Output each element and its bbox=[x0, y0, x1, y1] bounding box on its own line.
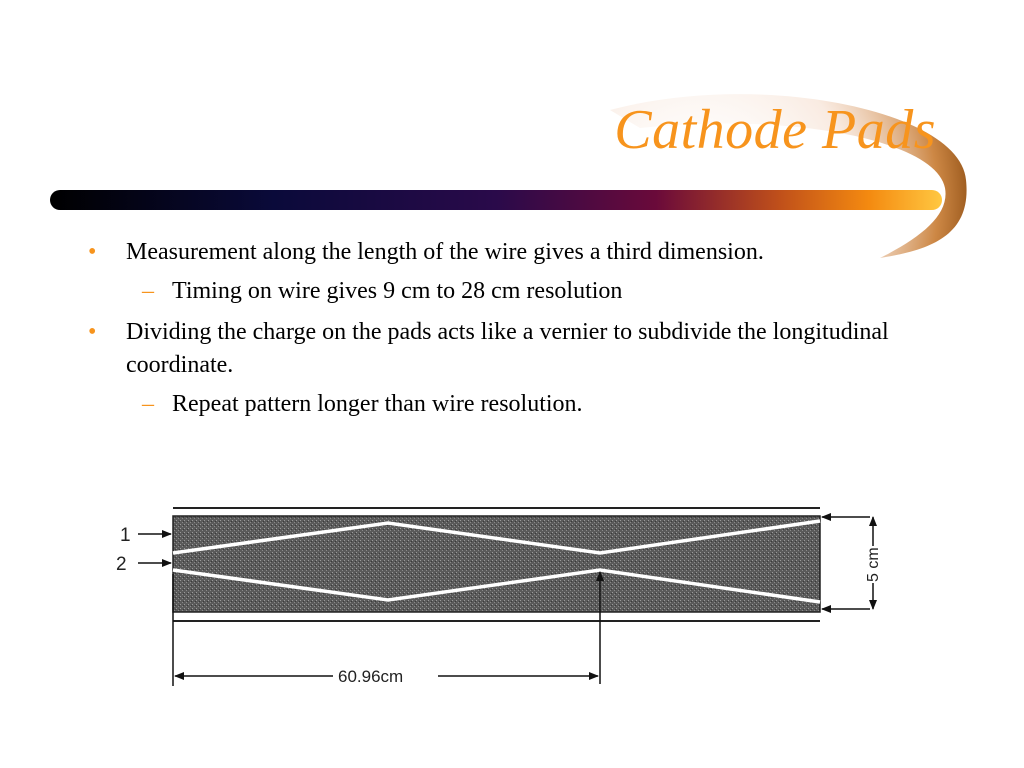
bullet-list bbox=[86, 236, 906, 421]
bullet-text: Dividing the charge on the pads acts like a vernier to subdivide the longitudinal coordinate. bbox=[126, 319, 889, 378]
bullet-text: Measurement along the length of the wire gives a third dimension. bbox=[126, 239, 764, 265]
length-label: 60.96cm bbox=[338, 667, 404, 686]
sub-bullet-text: Timing on wire gives 9 cm to 28 cm resolution bbox=[172, 278, 623, 304]
bullet-item bbox=[86, 316, 906, 382]
sub-bullet-text: Repeat pattern longer than wire resolution. bbox=[172, 391, 583, 417]
sub-bullet-item bbox=[86, 275, 906, 308]
bullet-marker: • bbox=[88, 239, 97, 265]
pad-1-label: 1 bbox=[120, 525, 131, 546]
sub-bullet-item bbox=[86, 388, 906, 421]
bullet-marker: • bbox=[88, 319, 97, 345]
title-underline-bar bbox=[50, 190, 942, 210]
sub-bullet-marker: – bbox=[142, 278, 154, 304]
slide-title: Cathode Pads bbox=[614, 99, 936, 161]
sub-bullet-marker: – bbox=[142, 391, 154, 417]
bullet-item bbox=[86, 236, 906, 269]
pad-2-label: 2 bbox=[116, 554, 127, 575]
cathode-pad-diagram bbox=[108, 496, 898, 696]
pad-board bbox=[173, 516, 820, 612]
width-label: 5 cm bbox=[865, 547, 882, 582]
